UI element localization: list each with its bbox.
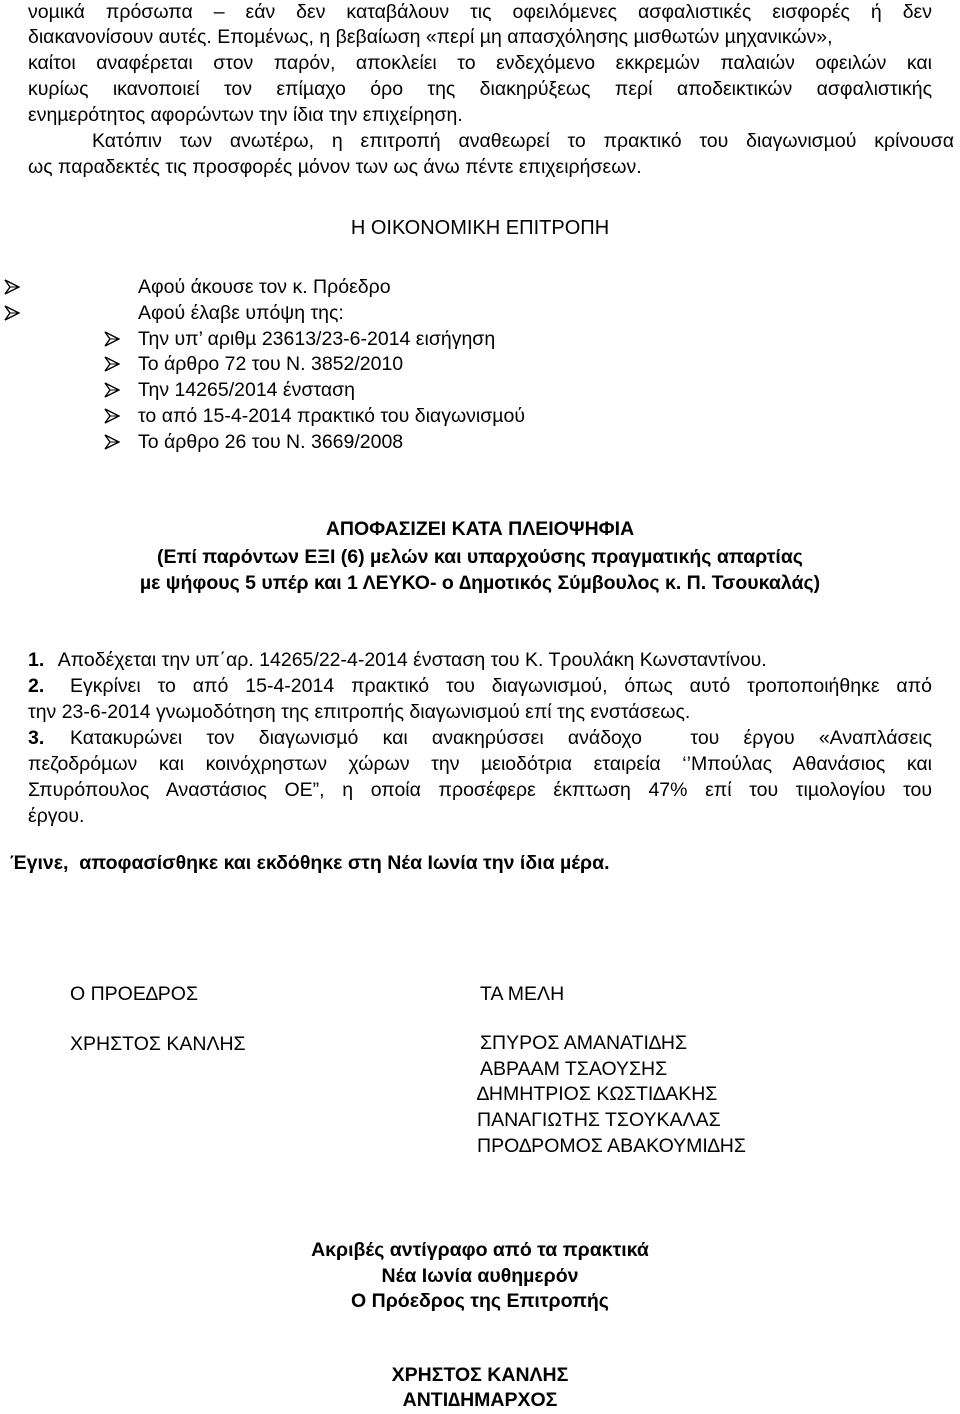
decision-text: Αποδέχεται την υπ΄αρ. 14265/22-4-2014 ένσταση του Κ. Τρουλάκη Κωνσταντίνου. [57,649,767,671]
member-name: ΑΒΡΑΑΜ ΤΣΑΟΥΣΗΣ [480,1058,668,1080]
certification-line: Νέα Ιωνία αυθηµερόν [381,1265,579,1287]
arrow-bullet-icon [104,356,120,372]
signer-name: ΧΡΗΣΤΟΣ ΚΑΝΛΗΣ [391,1364,569,1386]
member-name: ΠΑΝΑΓΙΩΤΗΣ ΤΣΟΥΚΑΛΑΣ [477,1109,721,1131]
consideration-item: Αφού έλαβε υπόψη της: [138,302,344,324]
consideration-subitem: Την 14265/2014 ένσταση [138,379,355,401]
arrow-bullet-icon [104,434,120,450]
arrow-bullet-icon [104,331,120,347]
quorum-line: (Επί παρόντων ΕΞΙ (6) µελών και υπαρχούσης πραγµατικής απαρτίας [157,546,803,568]
decision-1 [28,648,767,672]
consideration-item: Αφού άκουσε τον κ. Πρόεδρο [138,276,391,298]
arrow-bullet-icon [4,305,20,321]
certification-line: Ακριβές αντίγραφο από τα πρακτικά [311,1239,649,1261]
arrow-bullet-icon [104,382,120,398]
consideration-subitem: το από 15-4-2014 πρακτικό του διαγωνισµού [138,405,526,427]
decision-3 [28,726,932,750]
chair-title: Ο ΠΡΟΕ∆ΡΟΣ [70,983,199,1005]
decision-2 [28,674,932,698]
member-name: ∆ΗΜΗΤΡΙΟΣ ΚΩΣΤΙ∆ΑΚΗΣ [477,1083,718,1105]
member-name: ΠΡΟ∆ΡΟΜΟΣ ΑΒΑΚΟΥΜΙ∆ΗΣ [477,1135,746,1157]
decision-3-cont: Σπυρόπουλος Αναστάσιος ΟΕ”, η οποία προσέφερε έκπτωση 47% επί του τιµολογίου του [28,779,932,801]
intro-line-3: καίτοι αναφέρεται στον παρόν, αποκλείει το ενδεχόµενο εκκρεµών παλαιών οφειλών και [28,52,932,74]
arrow-bullet-icon [104,408,120,424]
intro-line-2: διακανονίσουν αυτές. Εποµένως, η βεβαίωση «περί µη απασχόλησης µισθωτών µηχανικών», [28,26,833,48]
decision-3-cont: πεζοδρόµων και κοινόχρηστων χώρων την µειοδότρια εταιρεία ‘’Μπούλας Αθανάσιος και [28,753,932,775]
arrow-bullet-icon [4,279,20,295]
decision-heading: ΑΠΟΦΑΣΙΖΕΙ ΚΑΤΑ ΠΛΕΙΟΨΗΦΙΑ [325,518,635,540]
members-title: ΤΑ ΜΕΛΗ [480,983,565,1005]
decision-2-cont: την 23-6-2014 γνωµοδότηση της επιτροπής διαγωνισµού επί της ενστάσεως. [28,701,691,723]
intro-line-5: ενηµερότητος αφορώντων την ίδια την επιχείρηση. [28,104,463,126]
decision-number: 2. [28,675,45,697]
decision-text: Εγκρίνει το από 15-4-2014 πρακτικό του διαγωνισµού, όπως αυτό τροποποιήθηκε από [70,675,932,697]
decision-3-cont: έργου. [28,805,85,827]
certification-line: Ο Πρόεδρος της Επιτροπής [351,1290,609,1312]
consideration-subitem: Την υπ’ αριθµ 23613/23-6-2014 εισήγηση [138,328,496,350]
signer-title: ΑΝΤΙ∆ΗΜΑΡΧΟΣ [402,1389,558,1411]
conclusion-line-2: ως παραδεκτές τις προσφορές µόνον των ως άνω πέντε επιχειρήσεων. [28,156,642,178]
conclusion-line-1: Κατόπιν των ανωτέρω, η επιτροπή αναθεωρεί το πρακτικό του διαγωνισµού κρίνουσα [92,130,954,152]
consideration-subitem: Το άρθρο 26 του Ν. 3669/2008 [138,431,404,453]
closing-statement: Έγινε, αποφασίσθηκε και εκδόθηκε στη Νέα Ιωνία την ίδια µέρα. [10,852,610,874]
vote-line: µε ψήφους 5 υπέρ και 1 ΛΕΥΚΟ- ο ∆ηµοτικός Σύµβουλος κ. Π. Τσουκαλάς) [139,572,821,594]
decision-number: 3. [28,727,45,749]
member-name: ΣΠΥΡΟΣ ΑΜΑΝΑΤΙ∆ΗΣ [480,1032,688,1054]
chair-name: ΧΡΗΣΤΟΣ ΚΑΝΛΗΣ [70,1033,246,1055]
decision-text: Κατακυρώνει τον διαγωνισµό και ανακηρύσσει ανάδοχο του έργου «Αναπλάσεις [70,727,932,749]
decision-number: 1. [28,649,45,671]
intro-line-4: κυρίως ικανοποιεί τον επίµαχο όρο της διακηρύξεως περί αποδεικτικών ασφαλιστικής [28,78,932,100]
consideration-subitem: Το άρθρο 72 του Ν. 3852/2010 [138,353,404,375]
intro-line-1: νοµικά πρόσωπα – εάν δεν καταβάλουν τις οφειλόµενες ασφαλιστικές εισφορές ή δεν [28,1,932,23]
committee-heading: Η ΟΙΚΟΝΟΜΙΚΗ ΕΠΙΤΡΟΠΗ [350,217,610,239]
